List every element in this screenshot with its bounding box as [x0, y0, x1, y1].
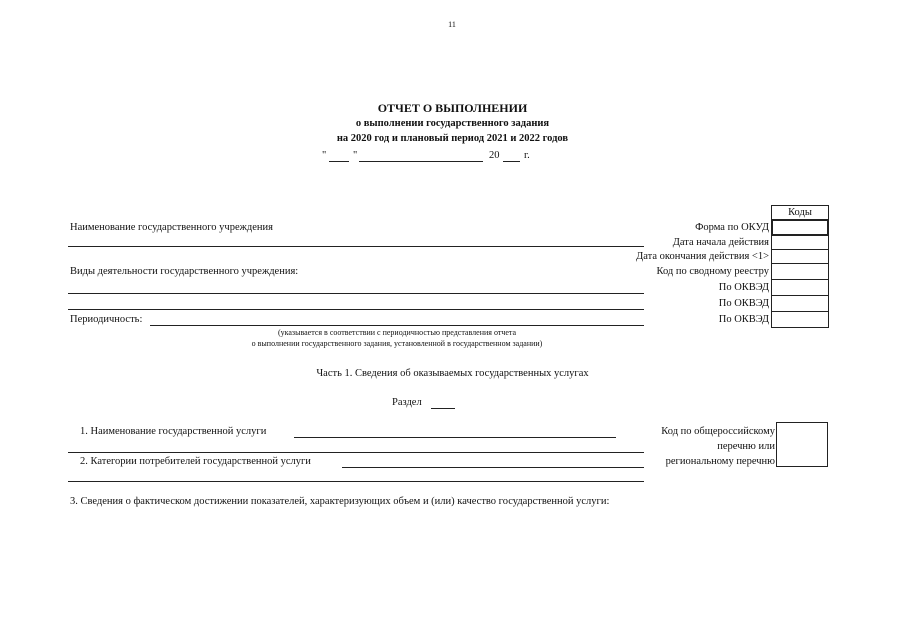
date-day-line[interactable] — [329, 161, 349, 162]
indicators-label: 3. Сведения о фактическом достижении показателей, характеризующих объем и (или) качество государственной услуги: — [70, 496, 610, 507]
service-code-label-3: региональному перечню — [665, 456, 775, 467]
date-year-prefix: 20 — [489, 150, 500, 161]
activity-types-line-1[interactable] — [68, 293, 644, 294]
date-year-line[interactable] — [503, 161, 520, 162]
okved-2-cell[interactable] — [771, 295, 829, 312]
okved-1-label: По ОКВЭД — [718, 282, 769, 293]
okved-2-label: По ОКВЭД — [718, 298, 769, 309]
periodicity-note-1: (указывается в соответствии с периодичностью представления отчета — [277, 328, 517, 337]
codes-header-cell — [771, 205, 829, 219]
periodicity-label: Периодичность: — [70, 314, 143, 325]
report-subtitle-1: о выполнении государственного задания — [355, 118, 550, 129]
institution-name-label: Наименование государственного учреждения — [70, 222, 273, 233]
end-date-cell[interactable] — [771, 249, 829, 264]
okud-label: Форма по ОКУД — [695, 222, 769, 233]
part1-title: Часть 1. Сведения об оказываемых государственных услугах — [316, 368, 589, 379]
end-date-label: Дата окончания действия <1> — [636, 251, 769, 262]
consumers-line[interactable] — [342, 467, 644, 468]
service-name-line-2[interactable] — [68, 452, 644, 453]
periodicity-line[interactable] — [150, 325, 644, 326]
service-name-label: 1. Наименование государственной услуги — [80, 426, 267, 437]
codes-header: Коды — [788, 207, 812, 218]
page-number: 11 — [448, 20, 456, 29]
periodicity-note-2: о выполнении государственного задания, установленной в государственном задании) — [251, 339, 543, 348]
date-year-suffix: г. — [524, 150, 530, 161]
section-number-line[interactable] — [431, 408, 455, 409]
service-code-cell[interactable] — [776, 422, 828, 467]
institution-name-line[interactable] — [68, 246, 644, 247]
okved-3-label: По ОКВЭД — [718, 314, 769, 325]
date-month-line[interactable] — [359, 161, 483, 162]
date-quote-open: " — [322, 150, 327, 161]
section-label: Раздел — [392, 397, 422, 408]
service-code-label-1: Код по общероссийскому — [661, 426, 775, 437]
registry-label: Код по сводному реестру — [656, 266, 769, 277]
activity-types-line-2[interactable] — [68, 309, 644, 310]
service-code-label-2: перечню или — [717, 441, 775, 452]
activity-types-label: Виды деятельности государственного учреждения: — [70, 266, 299, 277]
okved-3-cell[interactable] — [771, 311, 829, 328]
service-name-line[interactable] — [294, 437, 616, 438]
date-quote-close: " — [353, 150, 358, 161]
okved-1-cell[interactable] — [771, 279, 829, 296]
okud-code-cell[interactable] — [771, 219, 829, 236]
start-date-label: Дата начала действия — [672, 237, 769, 248]
registry-code-cell[interactable] — [771, 263, 829, 280]
report-title: ОТЧЕТ О ВЫПОЛНЕНИИ — [377, 101, 528, 115]
start-date-cell[interactable] — [771, 235, 829, 250]
consumers-line-2[interactable] — [68, 481, 644, 482]
consumers-label: 2. Категории потребителей государственной услуги — [80, 456, 311, 467]
report-subtitle-2: на 2020 год и плановый период 2021 и 2022 годов — [336, 133, 569, 144]
